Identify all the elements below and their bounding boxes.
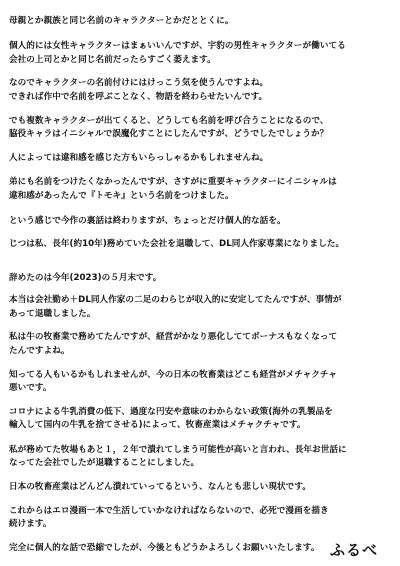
text-line: 違和感があったんで『トモキ』という名前をつけました。 <box>9 190 234 201</box>
text-line: たんですよね。 <box>9 345 70 356</box>
text-line: なのでキャラクターの名前付けにはけっこう気を使うんですよね。 <box>9 78 269 89</box>
paragraph <box>9 406 391 433</box>
text-line: 日本の牧畜産業はどんどん潰れていってるという、なんとも悲しい現状です。 <box>9 482 311 493</box>
paragraph <box>9 444 391 471</box>
text-line: 母親とか親族と同じ名前のキャラクターとかだととくに。 <box>9 16 234 26</box>
paragraph <box>9 15 391 28</box>
text-line: 個人的には女性キャラクターはまぁいいんですが、宇豹の男性キャラクターが働いてる <box>9 41 346 52</box>
paragraph <box>9 238 391 251</box>
paragraph <box>9 481 391 494</box>
text-line: あって退職しました。 <box>9 308 96 319</box>
paragraph <box>9 331 391 358</box>
paragraph <box>9 505 391 532</box>
text-line: できれば作中で名前を呼ぶことなく、物語を終わらせたいんです。 <box>9 91 268 102</box>
text-line: 脇役キャラはイニシャルで誤魔化すことにしたんですが、どうでしたでしょうか？ <box>9 129 329 140</box>
paragraph <box>9 215 391 228</box>
text-line: 辞めたのは今年(2023)の５月末です。 <box>9 272 162 283</box>
text-line: 知ってる人もいるかもしれませんが、今の日本の牧畜業はどこも経営がメチャクチャ <box>9 369 337 380</box>
text-line: 私は牛の牧畜業で務めてたんですが、経営がかなり悪化しててボーナスもなくなって <box>9 332 338 343</box>
paragraph <box>9 294 391 321</box>
text-line: これからはエロ漫画一本で生活していかなければならないので、必死で漫画を描き <box>9 505 329 516</box>
text-line: 弟にも名前をつけたくなかったんですが、さすがに重要キャラクターにイニシャルは <box>9 177 337 188</box>
paragraph <box>9 115 391 142</box>
afterword-text <box>9 15 391 555</box>
text-line: なってた会社でしたが退職することにしました。 <box>9 457 200 468</box>
text-line: という感じで今作の裏話は終わりますが、ちょっとだけ個人的な話を。 <box>9 216 286 227</box>
text-line: 輸入して国内の牛乳を捨てさせる)によって、牧畜産業はメチャクチャです。 <box>9 420 306 431</box>
text-line: 人によっては違和感を感じた方もいらっしゃるかもしれませんね。 <box>9 152 269 163</box>
paragraph <box>9 77 391 104</box>
paragraph <box>9 272 391 285</box>
author-signature: ふるべ <box>329 541 378 559</box>
text-line: じつは私、長年(約10年)務めていた会社を退職して、DL同人作家専業になりました。 <box>9 239 345 250</box>
paragraph <box>9 369 391 396</box>
text-line: でも複数キャラクターが出てくると、どうしても名前を呼び合うことになるので、 <box>9 116 329 127</box>
text-line: 悪いです。 <box>9 383 52 394</box>
paragraph <box>9 176 391 203</box>
paragraph <box>9 152 391 165</box>
text-line: 私が務めてた牧場もあと１，２年で潰れてしまう可能性が高いと言われ、長年お世話に <box>9 444 347 455</box>
text-line: 本当は会社勤め＋DL同人作家の二足のわらじが収入的に安定してたんですが、事情が <box>9 295 342 306</box>
text-line: 続けます。 <box>9 519 52 530</box>
text-line: 会社の上司とかと同じ名前だったらすごく萎えます。 <box>9 54 216 65</box>
text-line: 完全に個人的な話で恐縮でしたが、今後ともどうかよろしくお願いいたします。 <box>9 542 320 553</box>
text-line: コロナによる牛乳消費の低下、過度な円安や意味のわからない政策(海外の乳製品を <box>9 406 333 417</box>
paragraph <box>9 40 391 67</box>
